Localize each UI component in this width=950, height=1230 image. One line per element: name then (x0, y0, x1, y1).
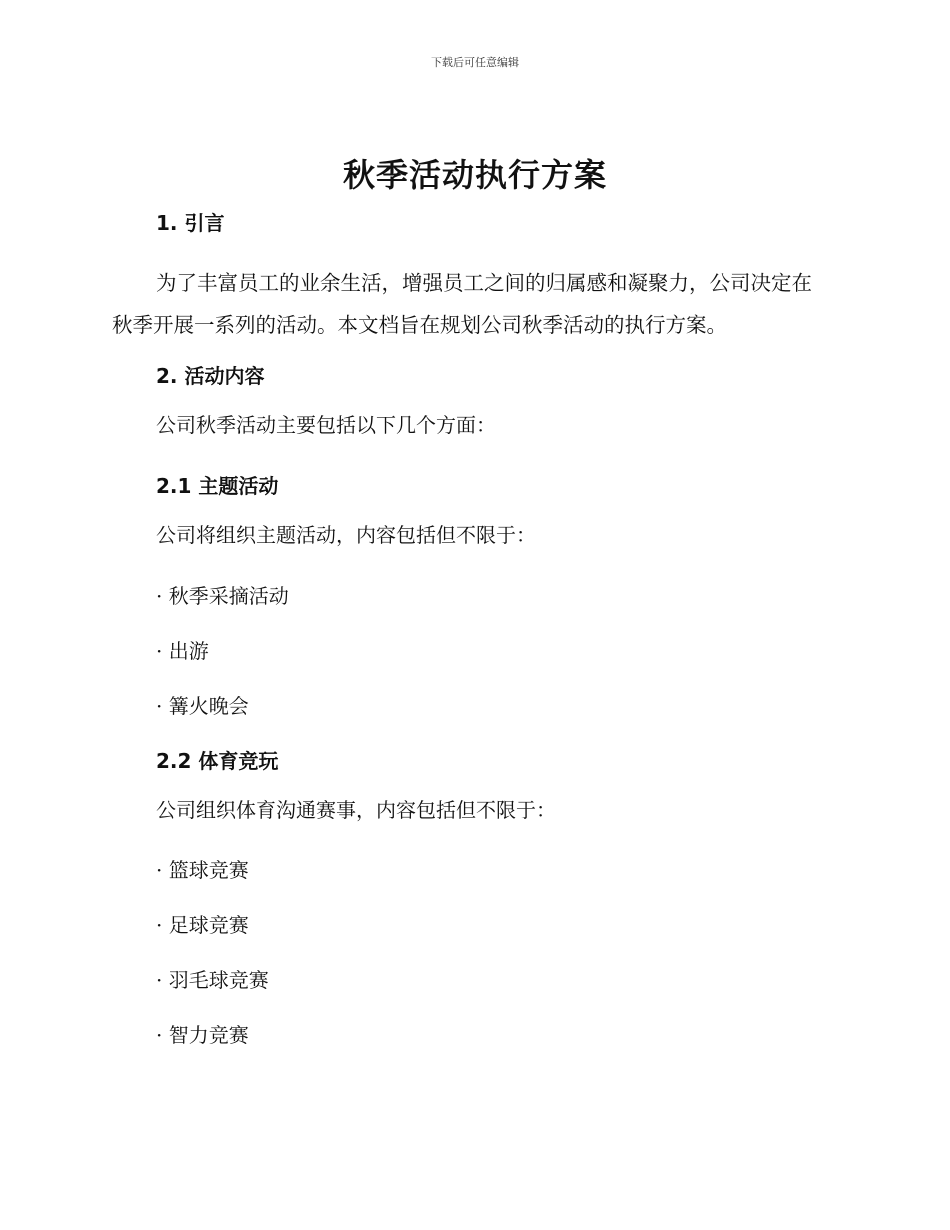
intro-paragraph: 为了丰富员工的业余生活，增强员工之间的归属感和凝聚力，公司决定在秋季开展一系列的活动。本文档旨在规划公司秋季活动的执行方案。 (112, 271, 812, 337)
section-heading-intro: 1. 引言 (156, 211, 225, 235)
list-item: · 智力竞赛 (156, 1023, 249, 1047)
section-heading-sports: 2.2 体育竞玩 (156, 749, 279, 773)
list-item: · 篝火晚会 (156, 694, 249, 718)
section-heading-content: 2. 活动内容 (156, 364, 265, 388)
theme-paragraph: 公司将组织主题活动，内容包括但不限于： (156, 523, 536, 547)
list-item: · 篮球竞赛 (156, 858, 249, 882)
list-item: · 羽毛球竞赛 (156, 968, 269, 992)
header-note: 下载后可任意编辑 (431, 56, 519, 69)
list-item: · 出游 (156, 639, 209, 663)
document-title: 秋季活动执行方案 (342, 156, 607, 194)
sports-paragraph: 公司组织体育沟通赛事，内容包括但不限于： (156, 798, 556, 822)
section-heading-theme: 2.1 主题活动 (156, 474, 279, 498)
content-paragraph: 公司秋季活动主要包括以下几个方面： (156, 413, 496, 437)
list-item: · 秋季采摘活动 (156, 584, 289, 608)
list-item: · 足球竞赛 (156, 913, 249, 937)
